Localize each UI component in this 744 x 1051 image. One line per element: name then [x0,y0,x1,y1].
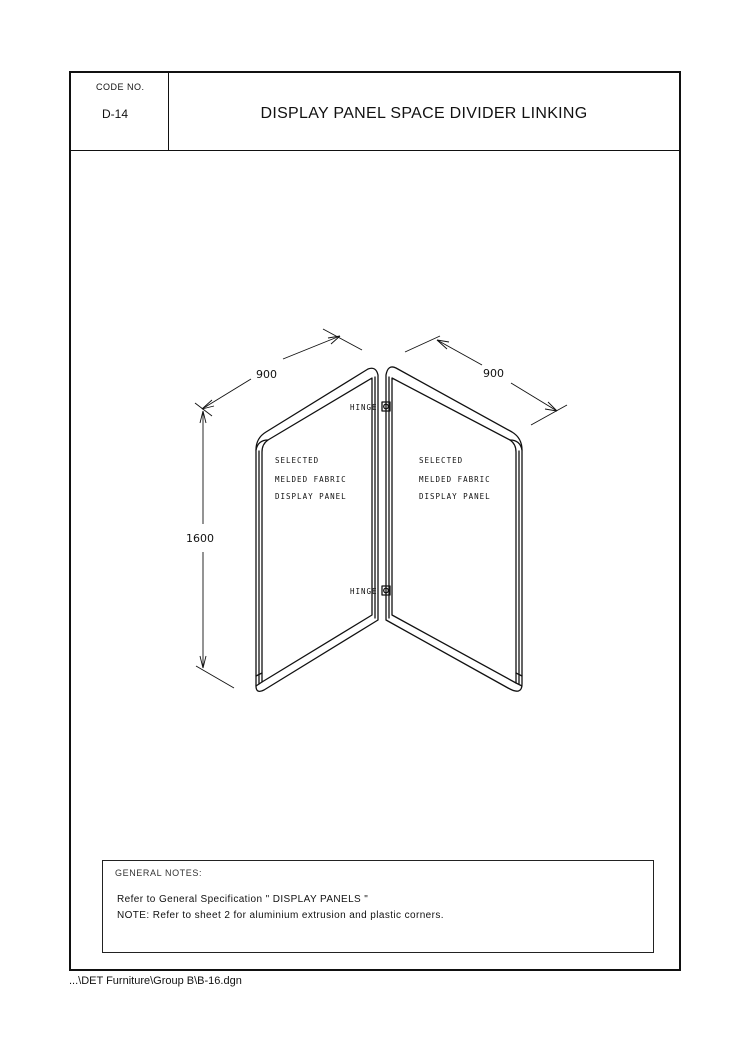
left-panel-label-line3: DISPLAY PANEL [275,492,347,501]
notes-title: GENERAL NOTES: [115,868,203,878]
drawing-sheet [69,71,681,971]
dim-left-width-value: 900 [256,368,277,381]
right-panel-label-line1: SELECTED [419,456,464,465]
left-panel-label-line2: MELDED FABRIC [275,475,347,484]
code-cell [71,73,169,150]
hinge-bottom-label: HINGE [350,587,378,596]
drawing-title: DISPLAY PANEL SPACE DIVIDER LINKING [260,105,588,122]
notes-line-1: Refer to General Specification " DISPLAY PANELS " [117,894,369,905]
code-value: D-14 [102,107,129,121]
dim-height-value: 1600 [186,532,214,545]
title-block [71,73,679,151]
left-panel-label-line1: SELECTED [275,456,320,465]
right-panel-label-line2: MELDED FABRIC [419,475,491,484]
code-label: CODE NO. [96,82,145,92]
general-notes-box [102,860,654,953]
right-panel-label-line3: DISPLAY PANEL [419,492,491,501]
file-path-footer: ...\DET Furniture\Group B\B-16.dgn [69,975,242,987]
notes-line-2: NOTE: Refer to sheet 2 for aluminium extrusion and plastic corners. [117,910,444,921]
dim-right-width-value: 900 [483,367,504,380]
hinge-top-label: HINGE [350,403,378,412]
